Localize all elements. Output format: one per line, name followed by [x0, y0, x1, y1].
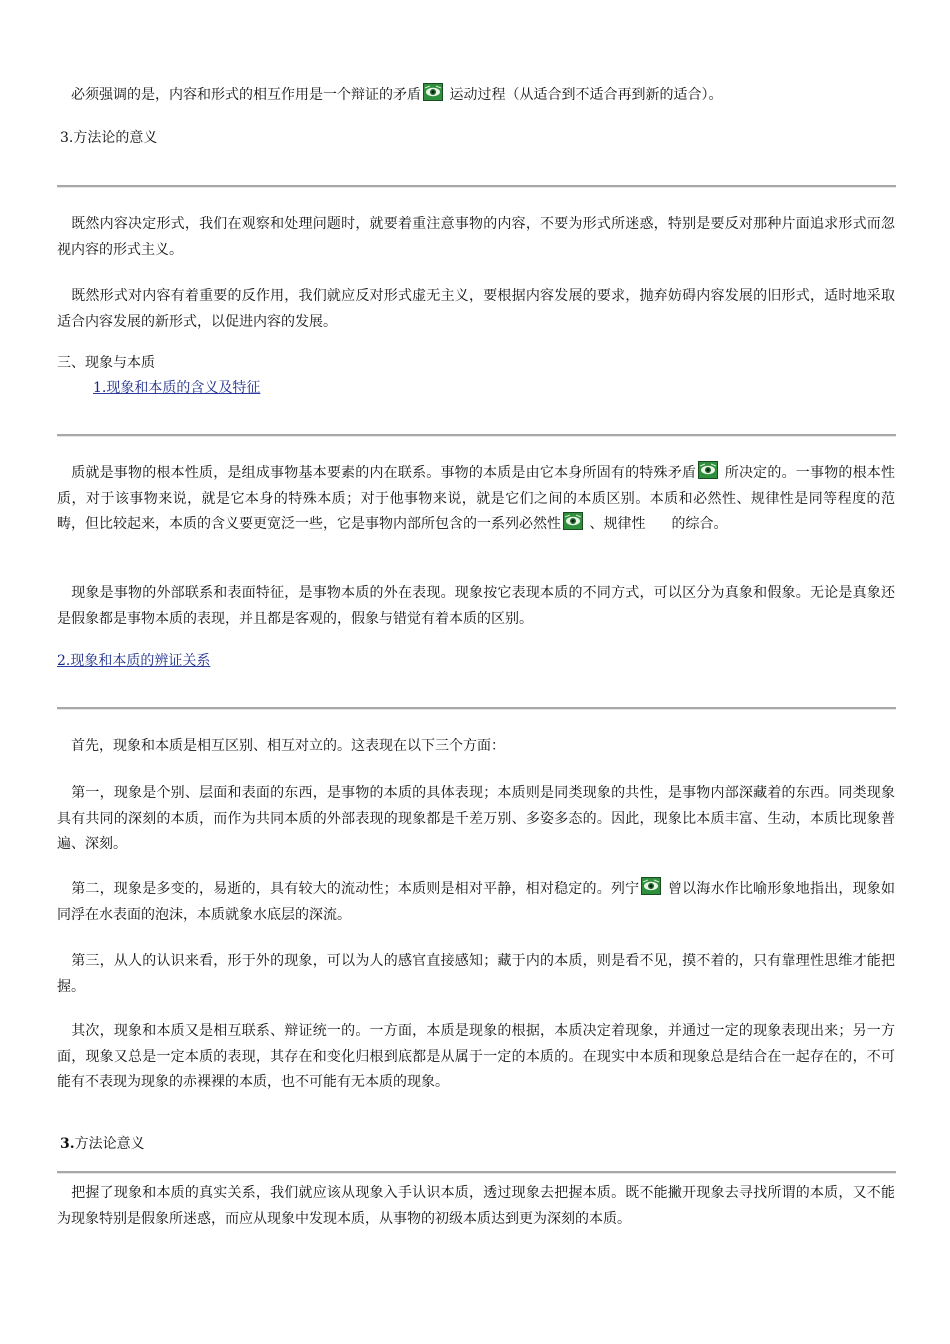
text: 必须强调的是，内容和形式的相互作用是一个辩证的矛盾	[57, 87, 421, 103]
horizontal-rule	[57, 707, 896, 710]
text: 运动过程（从适合到不适合再到新的适合）。	[445, 87, 723, 103]
horizontal-rule	[57, 434, 896, 437]
green-eye-icon[interactable]	[641, 877, 661, 895]
text: 曾以海水作比喻形象地指出，现象如同浮在水表面的泡沫，本质就象水底层的深流。	[57, 881, 896, 923]
link-meaning-and-features[interactable]	[93, 376, 260, 402]
green-eye-icon[interactable]	[698, 461, 718, 479]
text: 所决定的。一事物的根本性质，对于该事物来说，就是它本身的特殊本质；对于他事物来说，就是它们之间的本质区别。本质和必然性、规律性是同等程度的范畴，但比较起来，本质的含义要更宽泛一些，它是事物内部所包含的一系列必然性	[57, 465, 896, 532]
heading-number: 3.	[60, 1136, 75, 1152]
paragraph-content-determines-form: 既然内容决定形式，我们在观察和处理问题时，就要着重注意事物的内容，不要为形式所迷惑，特别是要反对那种片面追求形式而忽视内容的形式主义。	[57, 216, 895, 258]
text: 质就是事物的根本性质，是组成事物基本要素的内在联系。事物的本质是由它本身所固有的特殊矛盾	[57, 465, 697, 481]
link-dialectical-relation[interactable]	[57, 649, 210, 675]
green-eye-icon[interactable]	[423, 83, 443, 101]
link-text[interactable]: 2.现象和本质的辨证关系	[57, 653, 211, 669]
text: 、规律性	[585, 516, 646, 532]
heading-methodology-2	[60, 1132, 898, 1158]
paragraph-first-distinction: 首先，现象和本质是相互区别、相互对立的。这表现在以下三个方面：	[57, 738, 505, 754]
text: 第二，现象是多变的，易逝的，具有较大的流动性；本质则是相对平静，相对稳定的。列宁	[57, 881, 640, 897]
paragraph-unity: 其次，现象和本质又是相互联系、辩证统一的。一方面，本质是现象的根据，本质决定着现象，并通过一定的现象表现出来；另一方面，现象又总是一定本质的表现，其存在和变化归根到底都是从属于一定的本质的。在现实中本质和现象总是结合在一起存在的，不可能有不表现为现象的赤裸裸的本质，也不可能有无本质的现象。	[57, 1023, 895, 1090]
horizontal-rule	[57, 1171, 896, 1174]
text: 的综合。	[671, 516, 728, 532]
horizontal-rule	[57, 185, 896, 188]
heading-text: 方法论意义	[74, 1136, 145, 1152]
paragraph-content-form-interaction	[57, 83, 895, 109]
heading-methodology-1: 3.方法论的意义	[60, 130, 158, 146]
paragraph-point-one: 第一，现象是个别、层面和表面的东西，是事物的本质的具体表现；本质则是同类现象的共性，是事物内部深藏着的东西。同类现象具有共同的深刻的本质，而作为共同本质的外部表现的现象都是千差万别、多姿多态的。因此，现象比本质丰富、生动，本质比现象普遍、深刻。	[57, 785, 895, 852]
green-eye-icon[interactable]	[563, 512, 583, 530]
paragraph-methodology-conclusion: 把握了现象和本质的真实关系，我们就应该从现象入手认识本质，透过现象去把握本质。既不能撇开现象去寻找所谓的本质，又不能为现象特别是假象所迷惑，而应从现象中发现本质，从事物的初级本质达到更为深刻的本质。	[57, 1185, 895, 1227]
paragraph-essence-definition	[57, 461, 895, 538]
paragraph-point-three: 第三，从人的认识来看，形于外的现象，可以为人的感官直接感知；藏于内的本质，则是看不见，摸不着的，只有靠理性思维才能把握。	[57, 953, 895, 995]
link-text[interactable]: 1.现象和本质的含义及特征	[93, 380, 261, 396]
paragraph-form-reacts-content: 既然形式对内容有着重要的反作用，我们就应反对形式虚无主义，要根据内容发展的要求，抛弃妨碍内容发展的旧形式，适时地采取适合内容发展的新形式，以促进内容的发展。	[57, 288, 895, 330]
paragraph-phenomenon-definition: 现象是事物的外部联系和表面特征，是事物本质的外在表现。现象按它表现本质的不同方式，可以区分为真象和假象。无论是真象还是假象都是事物本质的表现，并且都是客观的，假象与错觉有着本质的区别。	[57, 585, 895, 627]
paragraph-point-two	[57, 877, 895, 928]
heading-section-phenomenon-essence: 三、现象与本质	[57, 355, 155, 371]
